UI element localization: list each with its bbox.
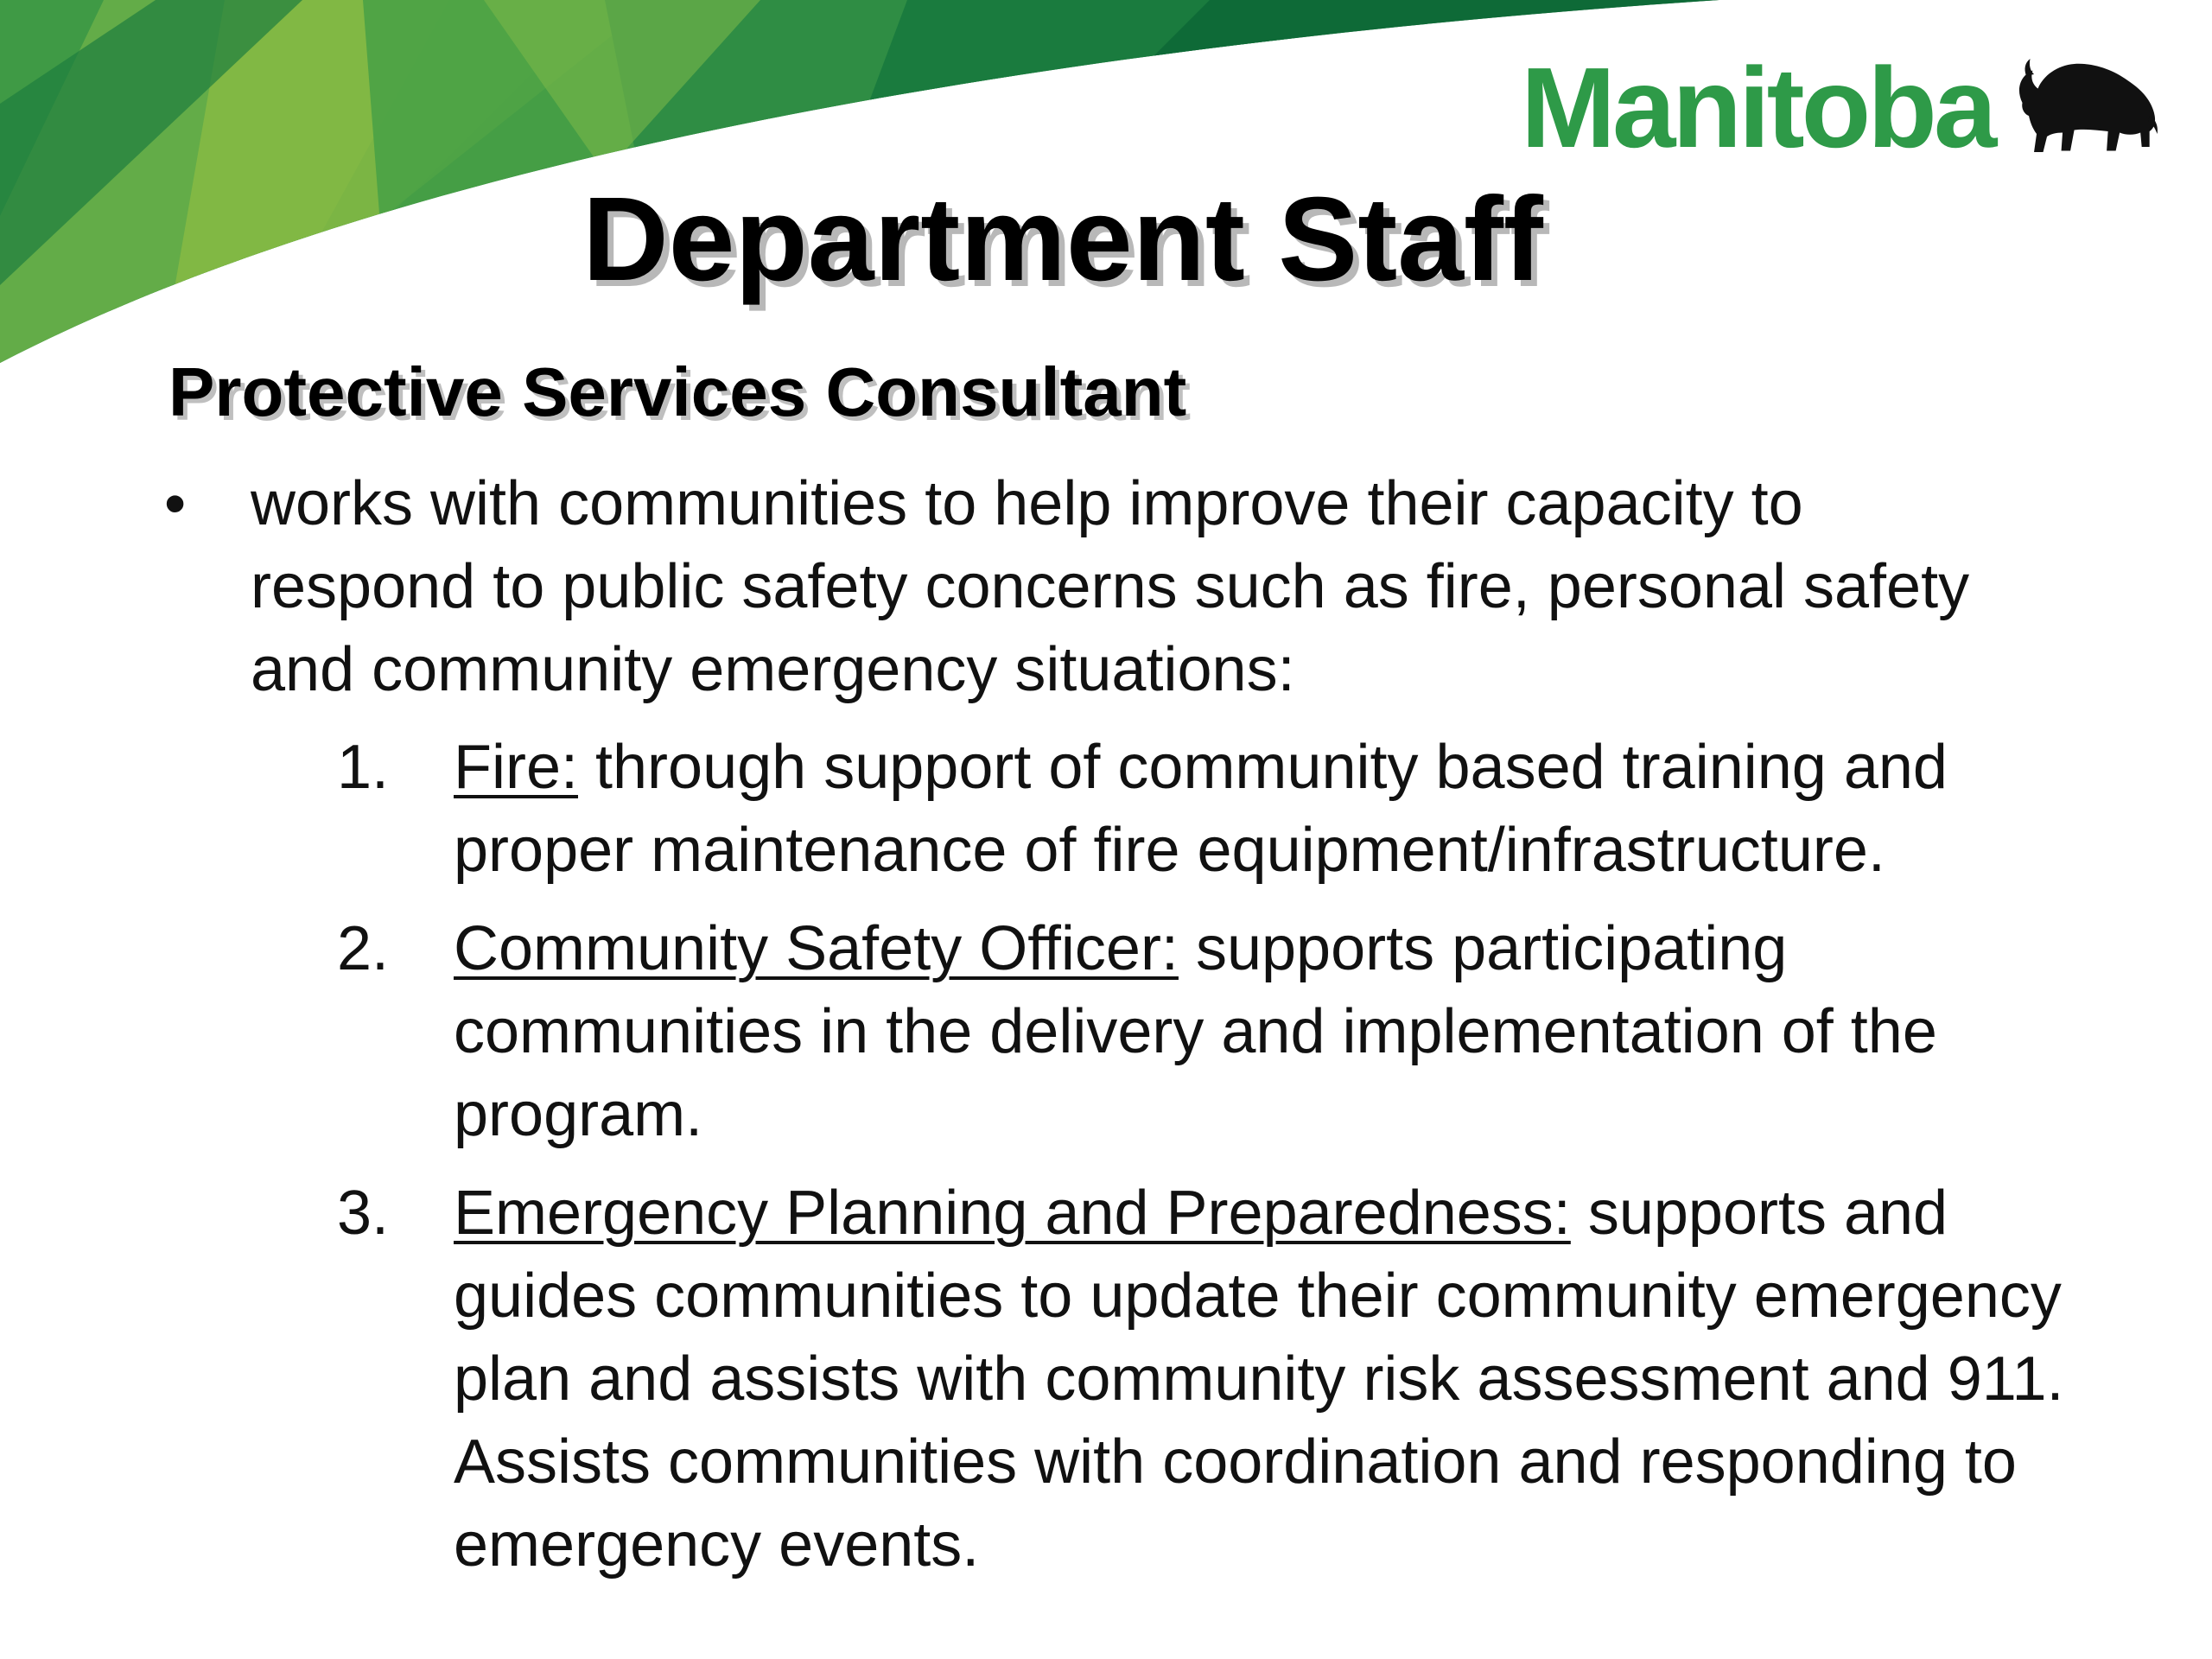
list-number: 2. bbox=[337, 914, 390, 983]
list-number: 3. bbox=[337, 1179, 390, 1248]
list-item bbox=[337, 907, 2117, 1156]
list-item-text: supports participating communities in the delivery and implementation of the program. bbox=[454, 914, 1937, 1149]
logo-wordmark: Manitoba bbox=[1521, 44, 1994, 171]
bullet-marker: • bbox=[164, 469, 187, 538]
list-item-term: Community Safety Officer: bbox=[454, 914, 1179, 983]
list-item-text: supports and guides communities to update their community emergency plan and assists with community risk assessment and 911. Assists communities with coordination and responding to emergency events. bbox=[454, 1179, 2064, 1580]
list-item bbox=[337, 1172, 2117, 1586]
list-number: 1. bbox=[337, 733, 390, 802]
list-item-term: Emergency Planning and Preparedness: bbox=[454, 1179, 1571, 1248]
list-item-body bbox=[454, 726, 2117, 892]
slide-title: Department Staff bbox=[582, 173, 1543, 306]
numbered-list bbox=[337, 726, 2117, 1602]
manitoba-logo bbox=[1521, 35, 2160, 181]
bullet-item bbox=[164, 462, 2022, 711]
list-item-body bbox=[454, 1172, 2117, 1586]
section-heading: Protective Services Consultant bbox=[168, 353, 1187, 430]
list-item-text: through support of community based training and proper maintenance of fire equipment/infrastructure. bbox=[454, 733, 1948, 885]
bullet-text: works with communities to help improve their capacity to respond to public safety concerns such as fire, personal safety and community emergency situations: bbox=[251, 469, 1970, 704]
list-item-body bbox=[454, 907, 2117, 1156]
list-item bbox=[337, 726, 2117, 892]
list-item-term: Fire: bbox=[454, 733, 578, 802]
bison-icon bbox=[2011, 39, 2160, 177]
